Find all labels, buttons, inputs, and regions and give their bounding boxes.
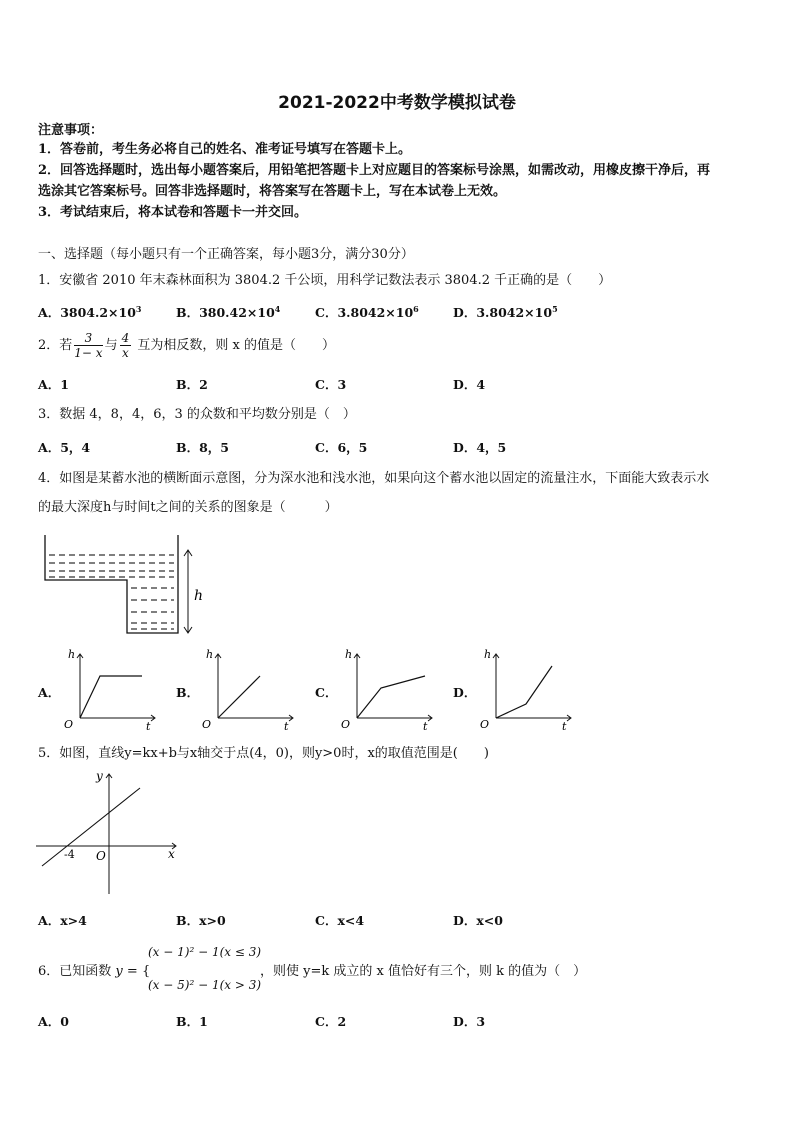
q4-graph-d[interactable] [476, 648, 586, 733]
q1-option-b[interactable]: B．$380.42\times 10^4$ [176, 303, 281, 320]
svg-text:h: h [484, 648, 492, 661]
notice-item-1: 1．答卷前，考生务必将自己的姓名、准考证号填写在答题卡上。 [38, 142, 412, 157]
q2-option-c[interactable]: C．3 [315, 377, 347, 392]
q1-option-d[interactable]: D．$3.8042\times 10^5$ [453, 303, 558, 320]
q6-option-b[interactable]: B．1 [176, 1014, 208, 1029]
q5-option-d[interactable]: D．x<0 [453, 913, 503, 928]
depth-label: h [194, 588, 204, 604]
question-4-stem-line2: 的最大深度h与时间t之间的关系的图象是（ ） [38, 500, 338, 515]
fraction-2: $\frac{4}{x}$ [121, 331, 130, 360]
svg-text:x: x [168, 847, 175, 861]
svg-text:h: h [345, 648, 353, 661]
svg-text:t: t [284, 720, 289, 733]
svg-text:-4: -4 [64, 848, 75, 861]
q1-option-c[interactable]: C．$3.8042\times 10^6$ [315, 303, 419, 320]
q3-option-d[interactable]: D．4，5 [453, 440, 507, 455]
q3-option-a[interactable]: A．5，4 [38, 440, 91, 455]
q4-option-b-label[interactable]: B． [176, 685, 200, 700]
q4-graph-b[interactable] [198, 648, 308, 733]
q4-option-d-label[interactable]: D． [453, 685, 477, 700]
q3-option-b[interactable]: B．8，5 [176, 440, 229, 455]
q5-option-a[interactable]: A．x>4 [38, 913, 87, 928]
question-3-stem: 3．数据 4，8，4，6，3 的众数和平均数分别是（ ） [38, 407, 356, 422]
question-2-stem: 2．若 $\frac{3}{1- x}$ 与 $\frac{4}{x}$ 互为相反数，则 x 的值是（ ） [38, 331, 335, 360]
q2-option-b[interactable]: B．2 [176, 377, 208, 392]
notice-item-2: 2．回答选择题时，选出每小题答案后，用铅笔把答题卡上对应题目的答案标号涂黑，如需改动，用橡皮擦干净后，再 [38, 163, 711, 178]
question-6-prefix: 6．已知函数 y = { [38, 964, 151, 979]
pool-cross-section-figure [40, 530, 220, 640]
q4-option-a-label[interactable]: A． [38, 685, 61, 700]
svg-text:O: O [96, 849, 106, 863]
svg-text:y: y [96, 769, 103, 783]
q6-case-2: (x − 5)² − 1(x > 3) [148, 978, 262, 992]
q6-option-d[interactable]: D．3 [453, 1014, 486, 1029]
fraction-1: $\frac{3}{1- x}$ [74, 331, 103, 360]
q4-graph-c[interactable] [337, 648, 447, 733]
question-5-stem: 5．如图，直线y=kx+b与x轴交于点(4，0)，则y>0时，x的取值范围是( ) [38, 746, 489, 761]
svg-text:O: O [64, 718, 74, 731]
svg-text:t: t [423, 720, 428, 733]
q4-graph-a[interactable] [60, 648, 170, 733]
question-4-stem-line1: 4．如图是某蓄水池的横断面示意图，分为深水池和浅水池，如果向这个蓄水池以固定的流量注水，下面能大致表示水 [38, 471, 710, 486]
q4-option-c-label[interactable]: C． [315, 685, 338, 700]
svg-text:O: O [341, 718, 351, 731]
svg-text:h: h [68, 648, 76, 661]
svg-text:h: h [206, 648, 214, 661]
q6-case-1: (x − 1)² − 1(x ≤ 3) [148, 945, 262, 959]
notice-heading: 注意事项： [38, 123, 104, 138]
q6-option-a[interactable]: A．0 [38, 1014, 69, 1029]
svg-text:t: t [146, 720, 151, 733]
q1-option-a[interactable]: A．$3804.2\times 10^3$ [38, 303, 142, 320]
q5-line-graph [36, 768, 186, 898]
q6-option-c[interactable]: C．2 [315, 1014, 347, 1029]
svg-text:t: t [562, 720, 567, 733]
svg-text:O: O [480, 718, 490, 731]
q3-option-c[interactable]: C．6，5 [315, 440, 368, 455]
q2-option-d[interactable]: D．4 [453, 377, 486, 392]
svg-text:O: O [202, 718, 212, 731]
q2-option-a[interactable]: A．1 [38, 377, 69, 392]
notice-item-2-cont: 选涂其它答案标号。回答非选择题时，将答案写在答题卡上，写在本试卷上无效。 [38, 184, 507, 199]
section-heading: 一、选择题（每小题只有一个正确答案，每小题3分，满分30分） [38, 247, 414, 262]
question-6-suffix: ，则使 y=k 成立的 x 值恰好有三个，则 k 的值为（ ） [260, 964, 587, 979]
notice-item-3: 3．考试结束后，将本试卷和答题卡一并交回。 [38, 205, 308, 220]
q5-option-c[interactable]: C．x<4 [315, 913, 365, 928]
question-1-stem: 1．安徽省 2010 年末森林面积为 3804.2 千公顷，用科学记数法表示 3804.2 千正确的是（ ） [38, 273, 612, 288]
q5-option-b[interactable]: B．x>0 [176, 913, 226, 928]
page-title: 2021-2022中考数学模拟试卷 [278, 93, 516, 113]
